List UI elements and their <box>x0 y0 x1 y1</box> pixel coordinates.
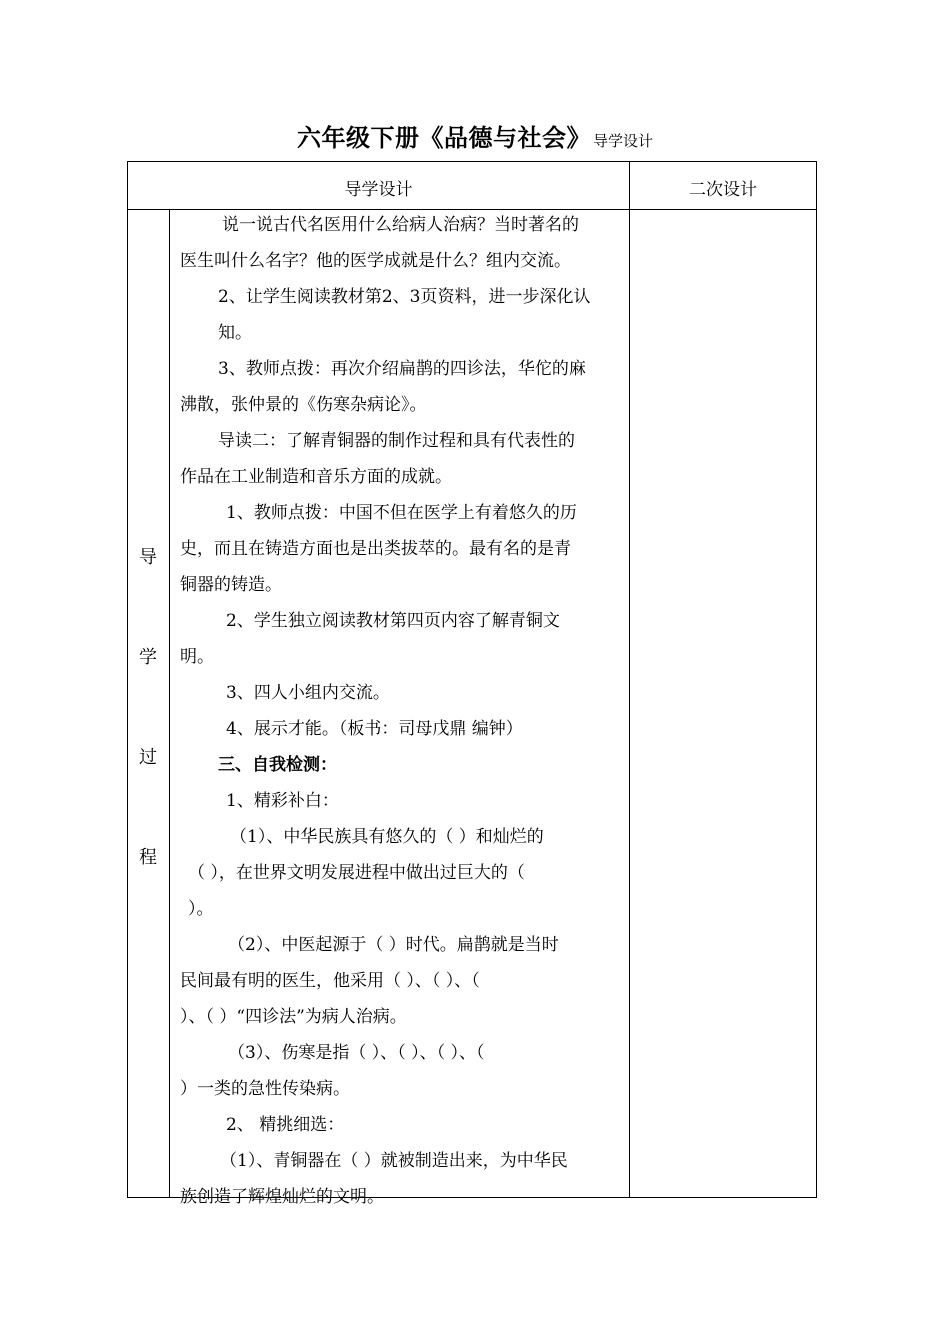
content-line: ）、（ ）“四诊法”为病人治病。 <box>180 1007 407 1027</box>
content-line: 3、教师点拨：再次介绍扁鹊的四诊法，华佗的麻 <box>218 359 586 379</box>
content-line: 沸散，张仲景的《伤寒杂病论》。 <box>180 395 427 415</box>
table-border-top <box>127 161 817 162</box>
content-line: 导读二：了解青铜器的制作过程和具有代表性的 <box>218 431 575 451</box>
content-line: （1）、青铜器在（ ）就被制造出来，为中华民 <box>220 1151 568 1171</box>
content-line: 族创造了辉煌灿烂的文明。 <box>180 1187 384 1207</box>
table-border-right <box>816 161 817 1198</box>
content-line: 知。 <box>218 323 252 343</box>
content-line: 三、自我检测： <box>218 755 337 775</box>
content-line: 医生叫什么名字？他的医学成就是什么？组内交流。 <box>180 251 571 271</box>
lesson-content <box>180 207 625 1215</box>
document-title <box>0 118 950 153</box>
content-line: ）一类的急性传染病。 <box>180 1079 350 1099</box>
content-line: 2、 精挑细选： <box>226 1115 345 1135</box>
side-label-char: 程 <box>139 847 157 868</box>
content-line: ）。 <box>188 899 214 919</box>
title-sub: 导学设计 <box>592 132 653 150</box>
content-line: 说一说古代名医用什么给病人治病？当时著名的 <box>222 215 579 235</box>
title-main: 六年级下册《品德与社会》 <box>296 123 591 152</box>
side-label-char: 导 <box>139 547 157 568</box>
content-line: （1）、中华民族具有悠久的（ ）和灿烂的 <box>230 827 544 847</box>
side-label-char: 过 <box>139 747 157 768</box>
second-design-cell <box>630 210 816 1197</box>
table-side-divider <box>169 209 170 1198</box>
side-label-char: 学 <box>139 647 157 668</box>
content-line: 作品在工业制造和音乐方面的成就。 <box>180 467 452 487</box>
header-guided-design: 导学设计 <box>344 180 413 200</box>
content-line: 1、教师点拨：中国不但在医学上有着悠久的历 <box>226 503 577 523</box>
content-line: （2）、中医起源于（ ）时代。扁鹊就是当时 <box>228 935 559 955</box>
content-line: 铜器的铸造。 <box>180 575 282 595</box>
content-line: 2、让学生阅读教材第2、3页资料，进一步深化认 <box>218 287 591 307</box>
content-line: 4、展示才能。（板书：司母戊鼎 编钟） <box>226 719 523 739</box>
content-line: 史，而且在铸造方面也是出类拔萃的。最有名的是青 <box>180 539 571 559</box>
content-line: 3、四人小组内交流。 <box>226 683 390 703</box>
content-line: （ ），在世界文明发展进程中做出过巨大的（ <box>188 863 525 883</box>
content-line: 明。 <box>180 647 214 667</box>
content-line: （3）、伤寒是指（ ）、（ ）、（ ）、（ <box>228 1043 485 1063</box>
header-second-design: 二次设计 <box>689 180 757 200</box>
content-line: 民间最有明的医生，他采用（ ）、（ ）、（ <box>180 971 480 991</box>
table-border-left <box>127 161 128 1198</box>
content-line: 2、学生独立阅读教材第四页内容了解青铜文 <box>226 611 560 631</box>
content-line: 1、精彩补白： <box>226 791 339 811</box>
